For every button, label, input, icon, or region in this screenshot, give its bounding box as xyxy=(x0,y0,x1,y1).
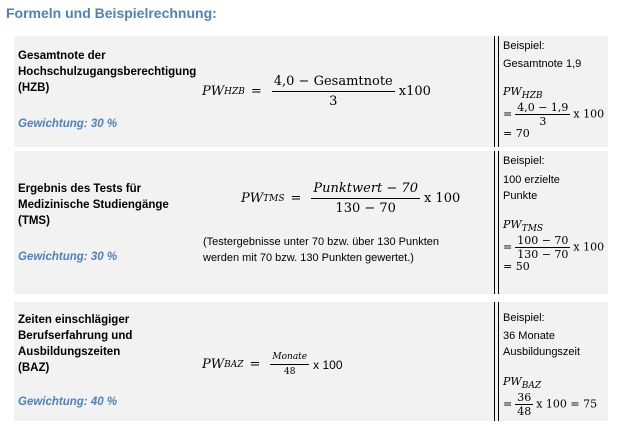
label-line: Gesamtnote der xyxy=(18,50,106,62)
row-label-hzb xyxy=(18,48,196,96)
formula-sub: HZB xyxy=(224,86,245,97)
example-eq: = xyxy=(503,107,513,121)
example-formula-baz xyxy=(503,374,597,418)
example-formula-hzb xyxy=(503,84,604,142)
example-eq: = xyxy=(503,397,513,411)
row-left-hzb xyxy=(14,36,494,147)
example-pw: PW xyxy=(503,218,522,231)
formula-lhs: PW xyxy=(202,357,225,372)
formula-tail: x100 xyxy=(398,84,431,99)
note-line: werden mit 70 bzw. 130 Punkten gewertet.) xyxy=(203,252,414,264)
tms-note xyxy=(203,234,439,266)
formula-numerator: Punktwert − 70 xyxy=(311,181,420,199)
label-line: Ausbildungszeiten xyxy=(18,346,121,358)
row-label-baz xyxy=(18,312,132,376)
row-left-tms xyxy=(14,151,494,294)
example-line: 36 Monate xyxy=(503,330,555,342)
note-line: (Testergebnisse unter 70 bzw. über 130 Punkten xyxy=(203,236,440,248)
example-numerator: 100 − 70 xyxy=(517,234,569,248)
formula-numerator: 4,0 − Gesamtnote xyxy=(272,74,395,92)
example-line: Beispiel: xyxy=(503,40,545,52)
formula-lhs: PW xyxy=(202,84,225,99)
example-pw: PW xyxy=(503,375,522,388)
formula-fraction xyxy=(311,181,420,216)
example-sub: TMS xyxy=(521,224,544,235)
example-line: Ausbildungszeit xyxy=(503,346,581,358)
example-tail: x 100 xyxy=(573,107,605,121)
example-line: 100 erzielte xyxy=(503,174,560,186)
example-tail: x 100 = 75 xyxy=(536,397,598,411)
formula-denominator: 48 xyxy=(284,367,296,377)
formula-denominator: 130 − 70 xyxy=(335,201,396,216)
example-pw: PW xyxy=(503,85,522,98)
formula-hzb xyxy=(202,74,431,109)
formula-eq: = xyxy=(290,191,302,206)
weight-label-tms: Gewichtung: 30 % xyxy=(18,251,118,263)
formula-numerator: Monate xyxy=(270,352,309,365)
formula-fraction xyxy=(270,352,309,377)
label-line: (BAZ) xyxy=(18,362,50,374)
label-line: Medizinische Studiengänge xyxy=(18,199,169,211)
example-tail: x 100 xyxy=(573,240,605,254)
formula-eq: = xyxy=(249,357,261,372)
formula-lhs: PW xyxy=(241,191,264,206)
example-line: Gesamtnote 1,9 xyxy=(503,58,582,70)
double-divider xyxy=(494,151,499,294)
formula-denominator: 3 xyxy=(329,94,338,109)
formula-row-tms xyxy=(14,151,608,294)
weight-label-baz: Gewichtung: 40 % xyxy=(18,396,118,408)
formula-sub: BAZ xyxy=(224,359,244,370)
formula-baz xyxy=(202,352,343,377)
section-title: Formeln und Beispielrechnung: xyxy=(6,5,217,21)
label-line: Zeiten einschlägiger xyxy=(18,314,130,326)
example-denominator: 3 xyxy=(539,115,547,129)
example-line: Beispiel: xyxy=(503,155,545,167)
formula-tail: x 100 xyxy=(313,357,343,372)
example-numerator: 36 xyxy=(517,391,532,405)
formula-eq: = xyxy=(250,84,262,99)
label-line: (TMS) xyxy=(18,215,50,227)
example-result: = 70 xyxy=(503,127,530,141)
example-denominator: 130 − 70 xyxy=(517,248,569,262)
example-fraction xyxy=(515,101,570,128)
label-line: Ergebnis des Tests für xyxy=(18,183,142,195)
double-divider xyxy=(494,302,499,421)
label-line: Berufserfahrung und xyxy=(18,330,133,342)
label-line: Hochschulzugangsberechtigung xyxy=(18,66,197,78)
weight-label-hzb: Gewichtung: 30 % xyxy=(18,118,118,130)
example-line: Beispiel: xyxy=(503,312,545,324)
example-sub: BAZ xyxy=(521,381,542,392)
formula-tms xyxy=(241,181,460,216)
example-tms xyxy=(503,151,608,294)
example-numerator: 4,0 − 1,9 xyxy=(517,101,569,115)
example-hzb xyxy=(503,36,608,147)
example-denominator: 48 xyxy=(517,405,532,419)
formula-tail: x 100 xyxy=(423,191,461,206)
double-divider xyxy=(494,36,499,147)
row-left-baz xyxy=(14,302,494,421)
example-line: Punkte xyxy=(503,190,538,202)
example-result: = 50 xyxy=(503,260,530,274)
example-fraction xyxy=(515,234,570,261)
example-formula-tms xyxy=(503,217,604,275)
example-baz xyxy=(503,302,608,421)
formula-row-baz xyxy=(14,302,608,421)
formula-fraction xyxy=(272,74,395,109)
row-label-tms xyxy=(18,181,169,229)
formula-row-hzb xyxy=(14,36,608,147)
example-fraction xyxy=(515,391,533,418)
example-eq: = xyxy=(503,240,513,254)
example-sub: HZB xyxy=(521,91,543,102)
formula-sub: TMS xyxy=(263,193,285,204)
label-line: (HZB) xyxy=(18,82,50,94)
